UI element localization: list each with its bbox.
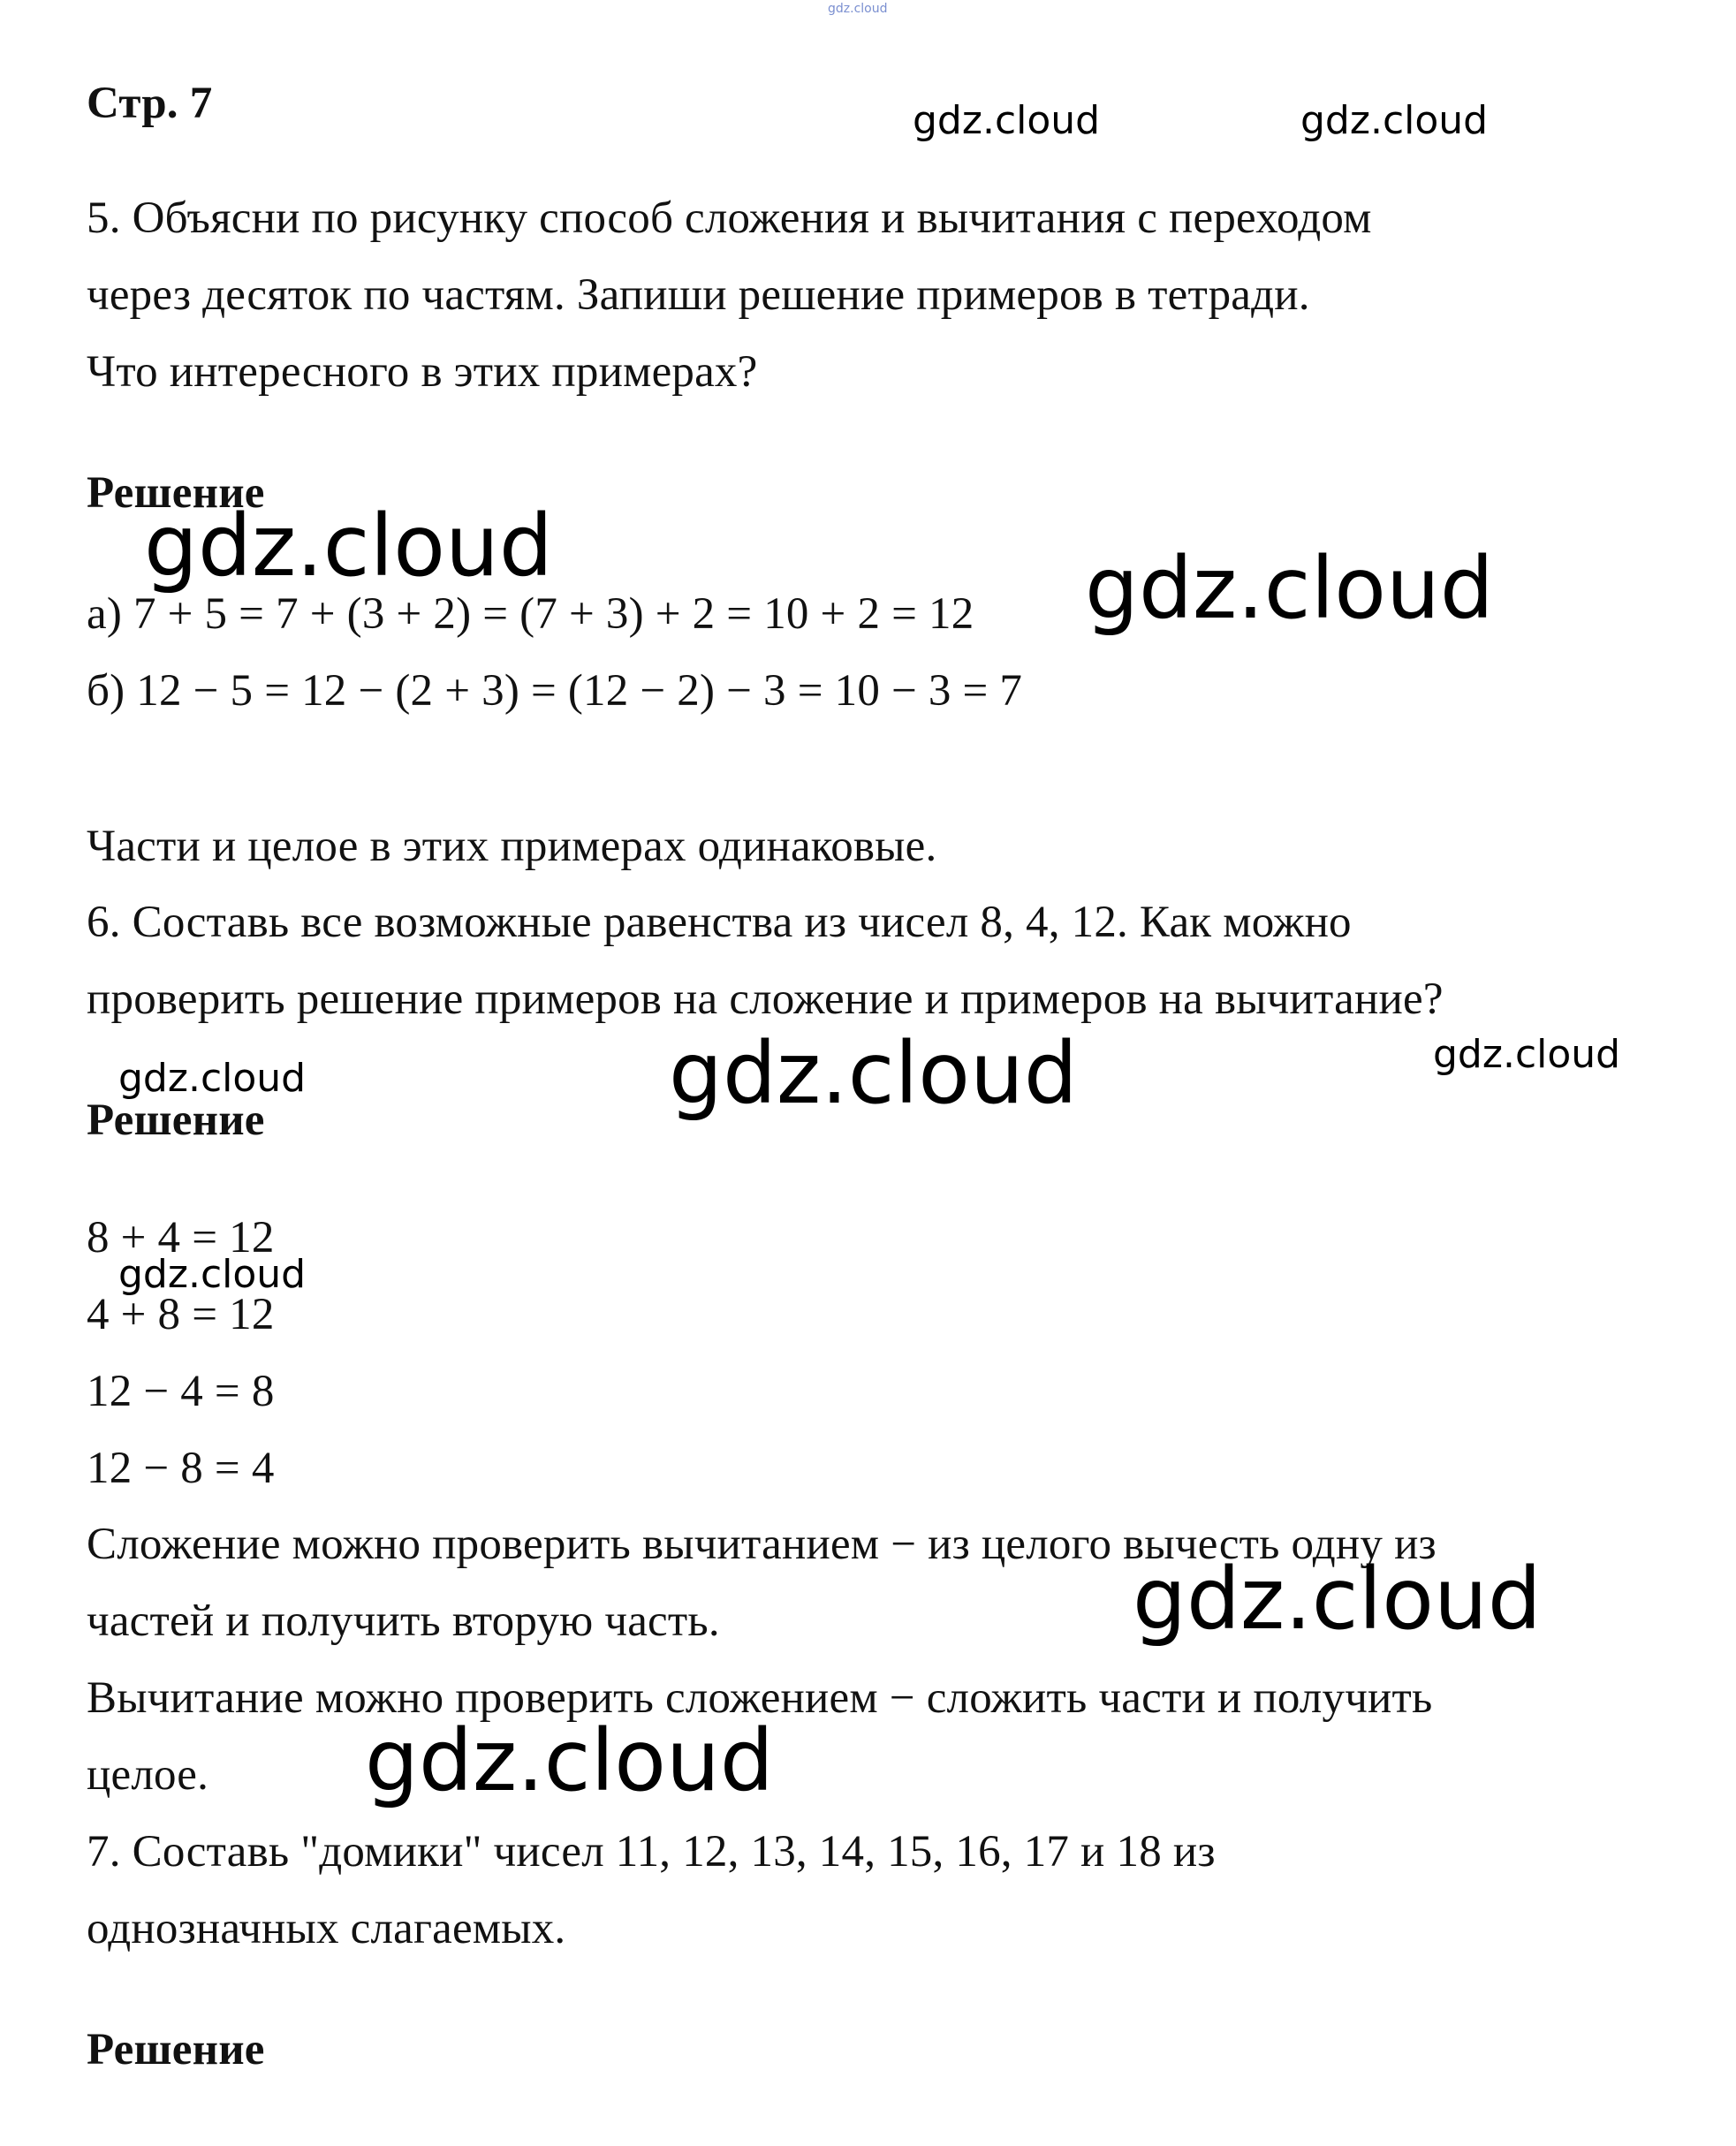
watermark: gdz.cloud [1300, 98, 1489, 143]
task7-line-1: 7. Составь "домики" чисел 11, 12, 13, 14, 15, 16, 17 и 18 из [87, 1827, 1216, 1877]
task5-line-3: Что интересного в этих примерах? [87, 347, 758, 397]
task6-explanation-line-2: частей и получить вторую часть. [87, 1596, 720, 1646]
task6-equation-2: 4 + 8 = 12 [87, 1290, 275, 1339]
page-title: Стр. 7 [87, 79, 213, 128]
watermark: gdz.cloud [913, 98, 1101, 143]
task6-line-2: проверить решение примеров на сложение и примеров на вычитание? [87, 974, 1444, 1024]
task5-example-b: б) 12 − 5 = 12 − (2 + 3) = (12 − 2) − 3 = 10 − 3 = 7 [87, 666, 1023, 716]
task6-equation-4: 12 − 8 = 4 [87, 1444, 275, 1493]
task5-conclusion: Части и целое в этих примерах одинаковые. [87, 822, 937, 871]
task6-explanation-line-3: Вычитание можно проверить сложением − сложить части и получить [87, 1673, 1433, 1723]
task6-explanation-line-4: целое. [87, 1750, 209, 1800]
task5-line-1: 5. Объясни по рисунку способ сложения и вычитания с переходом [87, 193, 1372, 243]
watermark: gdz.cloud [1433, 1032, 1621, 1077]
task6-explanation-line-1: Сложение можно проверить вычитанием − из целого вычесть одну из [87, 1520, 1437, 1569]
watermark-large: gdz.cloud [1133, 1550, 1542, 1649]
task5-line-2: через десяток по частям. Запиши решение примеров в тетради. [87, 270, 1310, 320]
task6-line-1: 6. Составь все возможные равенства из чисел 8, 4, 12. Как можно [87, 898, 1352, 947]
task5-solution-heading: Решение [87, 468, 265, 518]
task6-equation-1: 8 + 4 = 12 [87, 1213, 275, 1263]
watermark: gdz.cloud [118, 1056, 307, 1101]
watermark-large: gdz.cloud [669, 1024, 1078, 1123]
watermark-large: gdz.cloud [144, 497, 553, 595]
task7-line-2: однозначных слагаемых. [87, 1904, 566, 1953]
watermark-top-tiny: gdz.cloud [828, 2, 888, 16]
watermark-large: gdz.cloud [1085, 539, 1494, 638]
task5-example-a: а) 7 + 5 = 7 + (3 + 2) = (7 + 3) + 2 = 10 + 2 = 12 [87, 589, 974, 639]
task6-equation-3: 12 − 4 = 8 [87, 1367, 275, 1416]
task7-solution-heading: Решение [87, 2025, 265, 2074]
watermark-large: gdz.cloud [365, 1711, 774, 1810]
watermark: gdz.cloud [118, 1252, 307, 1297]
task6-solution-heading: Решение [87, 1096, 265, 1145]
